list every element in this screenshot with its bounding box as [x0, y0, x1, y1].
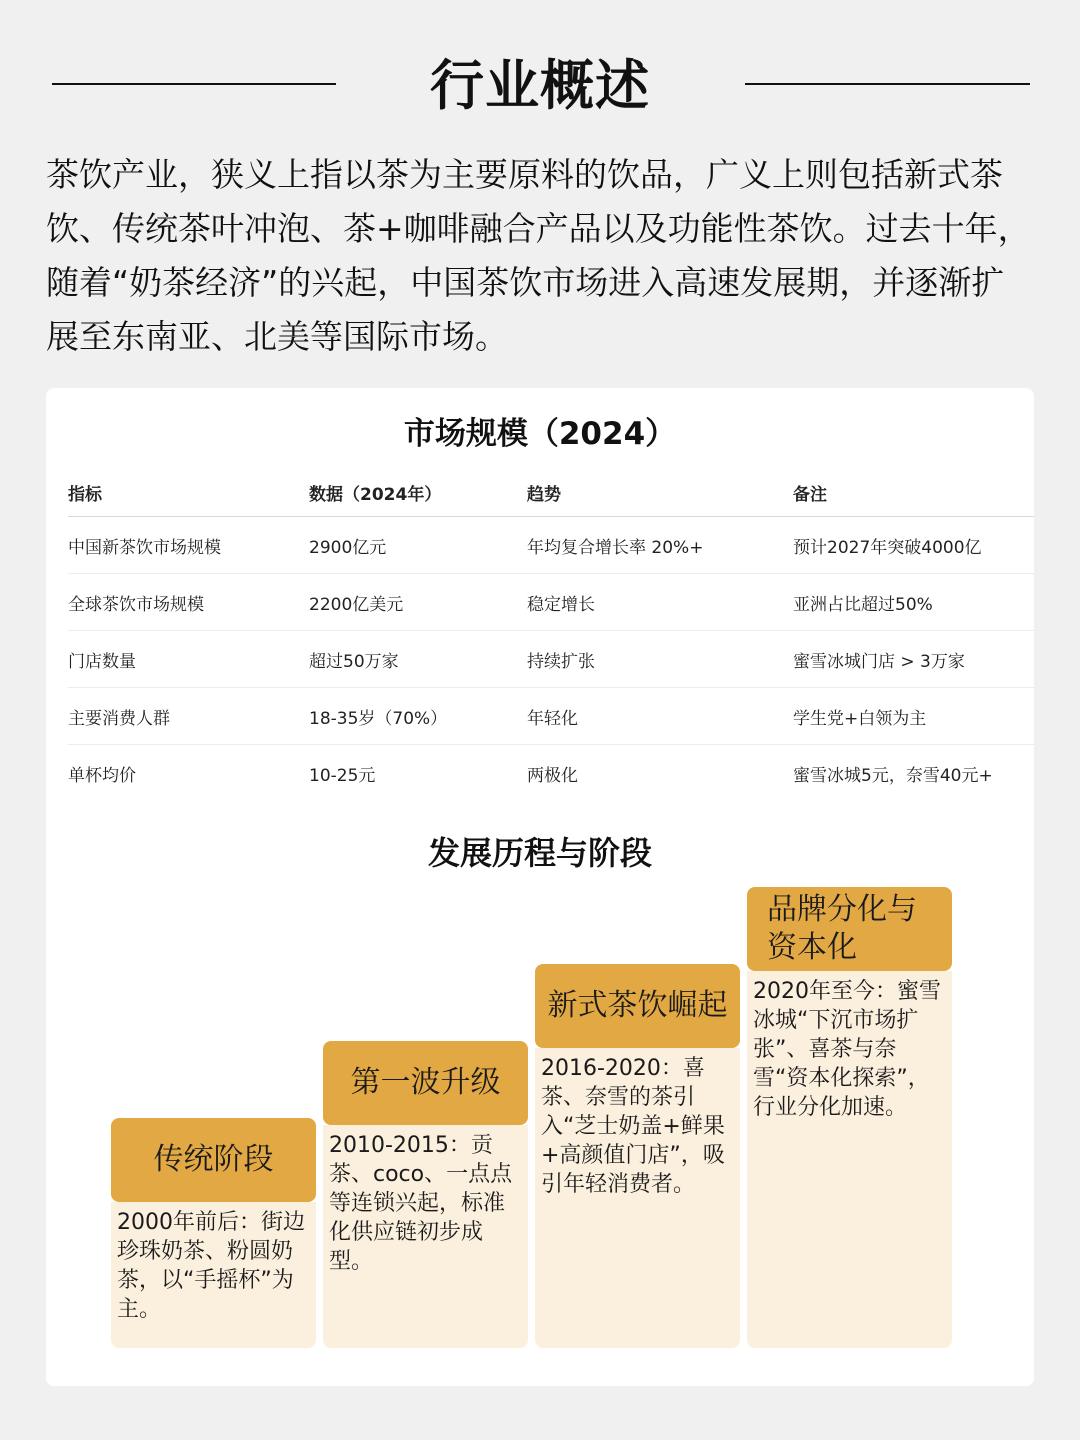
table-cell: 主要消费人群 — [68, 688, 309, 745]
column-header: 备注 — [793, 468, 1034, 517]
stage-title: 传统阶段 — [111, 1118, 316, 1202]
table-cell: 2900亿元 — [309, 517, 527, 574]
table-cell: 年均复合增长率 20%+ — [527, 517, 793, 574]
content-card — [46, 388, 1034, 1386]
table-cell: 单杯均价 — [68, 765, 136, 786]
table-row — [68, 574, 1034, 631]
table-cell: 预计2027年突破4000亿 — [793, 517, 1034, 574]
page-title: 行业概述 — [430, 54, 650, 117]
table-cell: 18-35岁（70%） — [309, 688, 527, 745]
column-header: 指标 — [68, 468, 309, 517]
table-cell: 10-25元 — [309, 765, 376, 786]
stage-description: 2016-2020：喜茶、奈雪的茶引入“芝士奶盖+鲜果+高颜值门店”，吸引年轻消费者。 — [535, 1048, 740, 1348]
market-table-title: 市场规模（2024） — [403, 416, 677, 452]
header-divider-right — [745, 83, 1030, 85]
market-table — [68, 468, 1034, 801]
stage-description: 2020年至今：蜜雪冰城“下沉市场扩张”、喜茶与奈雪“资本化探索”，行业分化加速。 — [747, 971, 952, 1348]
table-cell: 两极化 — [527, 765, 578, 786]
stage-description: 2010-2015：贡茶、coco、一点点等连锁兴起，标准化供应链初步成型。 — [323, 1125, 528, 1348]
stage-title: 第一波升级 — [323, 1041, 528, 1125]
table-row — [68, 745, 1034, 802]
table-cell: 超过50万家 — [309, 631, 527, 688]
page-header — [0, 48, 1080, 128]
table-cell: 门店数量 — [68, 631, 309, 688]
stage-title: 新式茶饮崛起 — [535, 964, 740, 1048]
table-cell: 蜜雪冰城门店 > 3万家 — [793, 631, 1034, 688]
table-cell: 蜜雪冰城5元，奈雪40元+ — [793, 765, 993, 786]
table-cell: 2200亿美元 — [309, 574, 527, 631]
table-header-row — [68, 468, 1034, 517]
column-header: 趋势 — [527, 468, 793, 517]
table-cell: 全球茶饮市场规模 — [68, 574, 309, 631]
stage-description: 2000年前后：街边珍珠奶茶、粉圆奶茶，以“手摇杯”为主。 — [111, 1202, 316, 1348]
column-header: 数据（2024年） — [309, 468, 527, 517]
table-cell: 亚洲占比超过50% — [793, 574, 1034, 631]
table-row — [68, 517, 1034, 574]
table-cell: 稳定增长 — [527, 574, 793, 631]
table-cell: 中国新茶饮市场规模 — [68, 517, 309, 574]
table-cell: 学生党+白领为主 — [793, 688, 1034, 745]
intro-paragraph: 茶饮产业，狭义上指以茶为主要原料的饮品，广义上则包括新式茶饮、传统茶叶冲泡、茶+咖啡融合产品以及功能性茶饮。过去十年，随着“奶茶经济”的兴起，中国茶饮市场进入高速发展期，并逐渐扩展至东南亚、北美等国际市场。 — [46, 155, 1031, 356]
table-row — [68, 688, 1034, 745]
table-row — [68, 631, 1034, 688]
stage-title: 品牌分化与资本化 — [747, 887, 952, 971]
history-section-title: 发展历程与阶段 — [427, 834, 652, 872]
table-cell: 持续扩张 — [527, 631, 793, 688]
table-cell: 年轻化 — [527, 688, 793, 745]
